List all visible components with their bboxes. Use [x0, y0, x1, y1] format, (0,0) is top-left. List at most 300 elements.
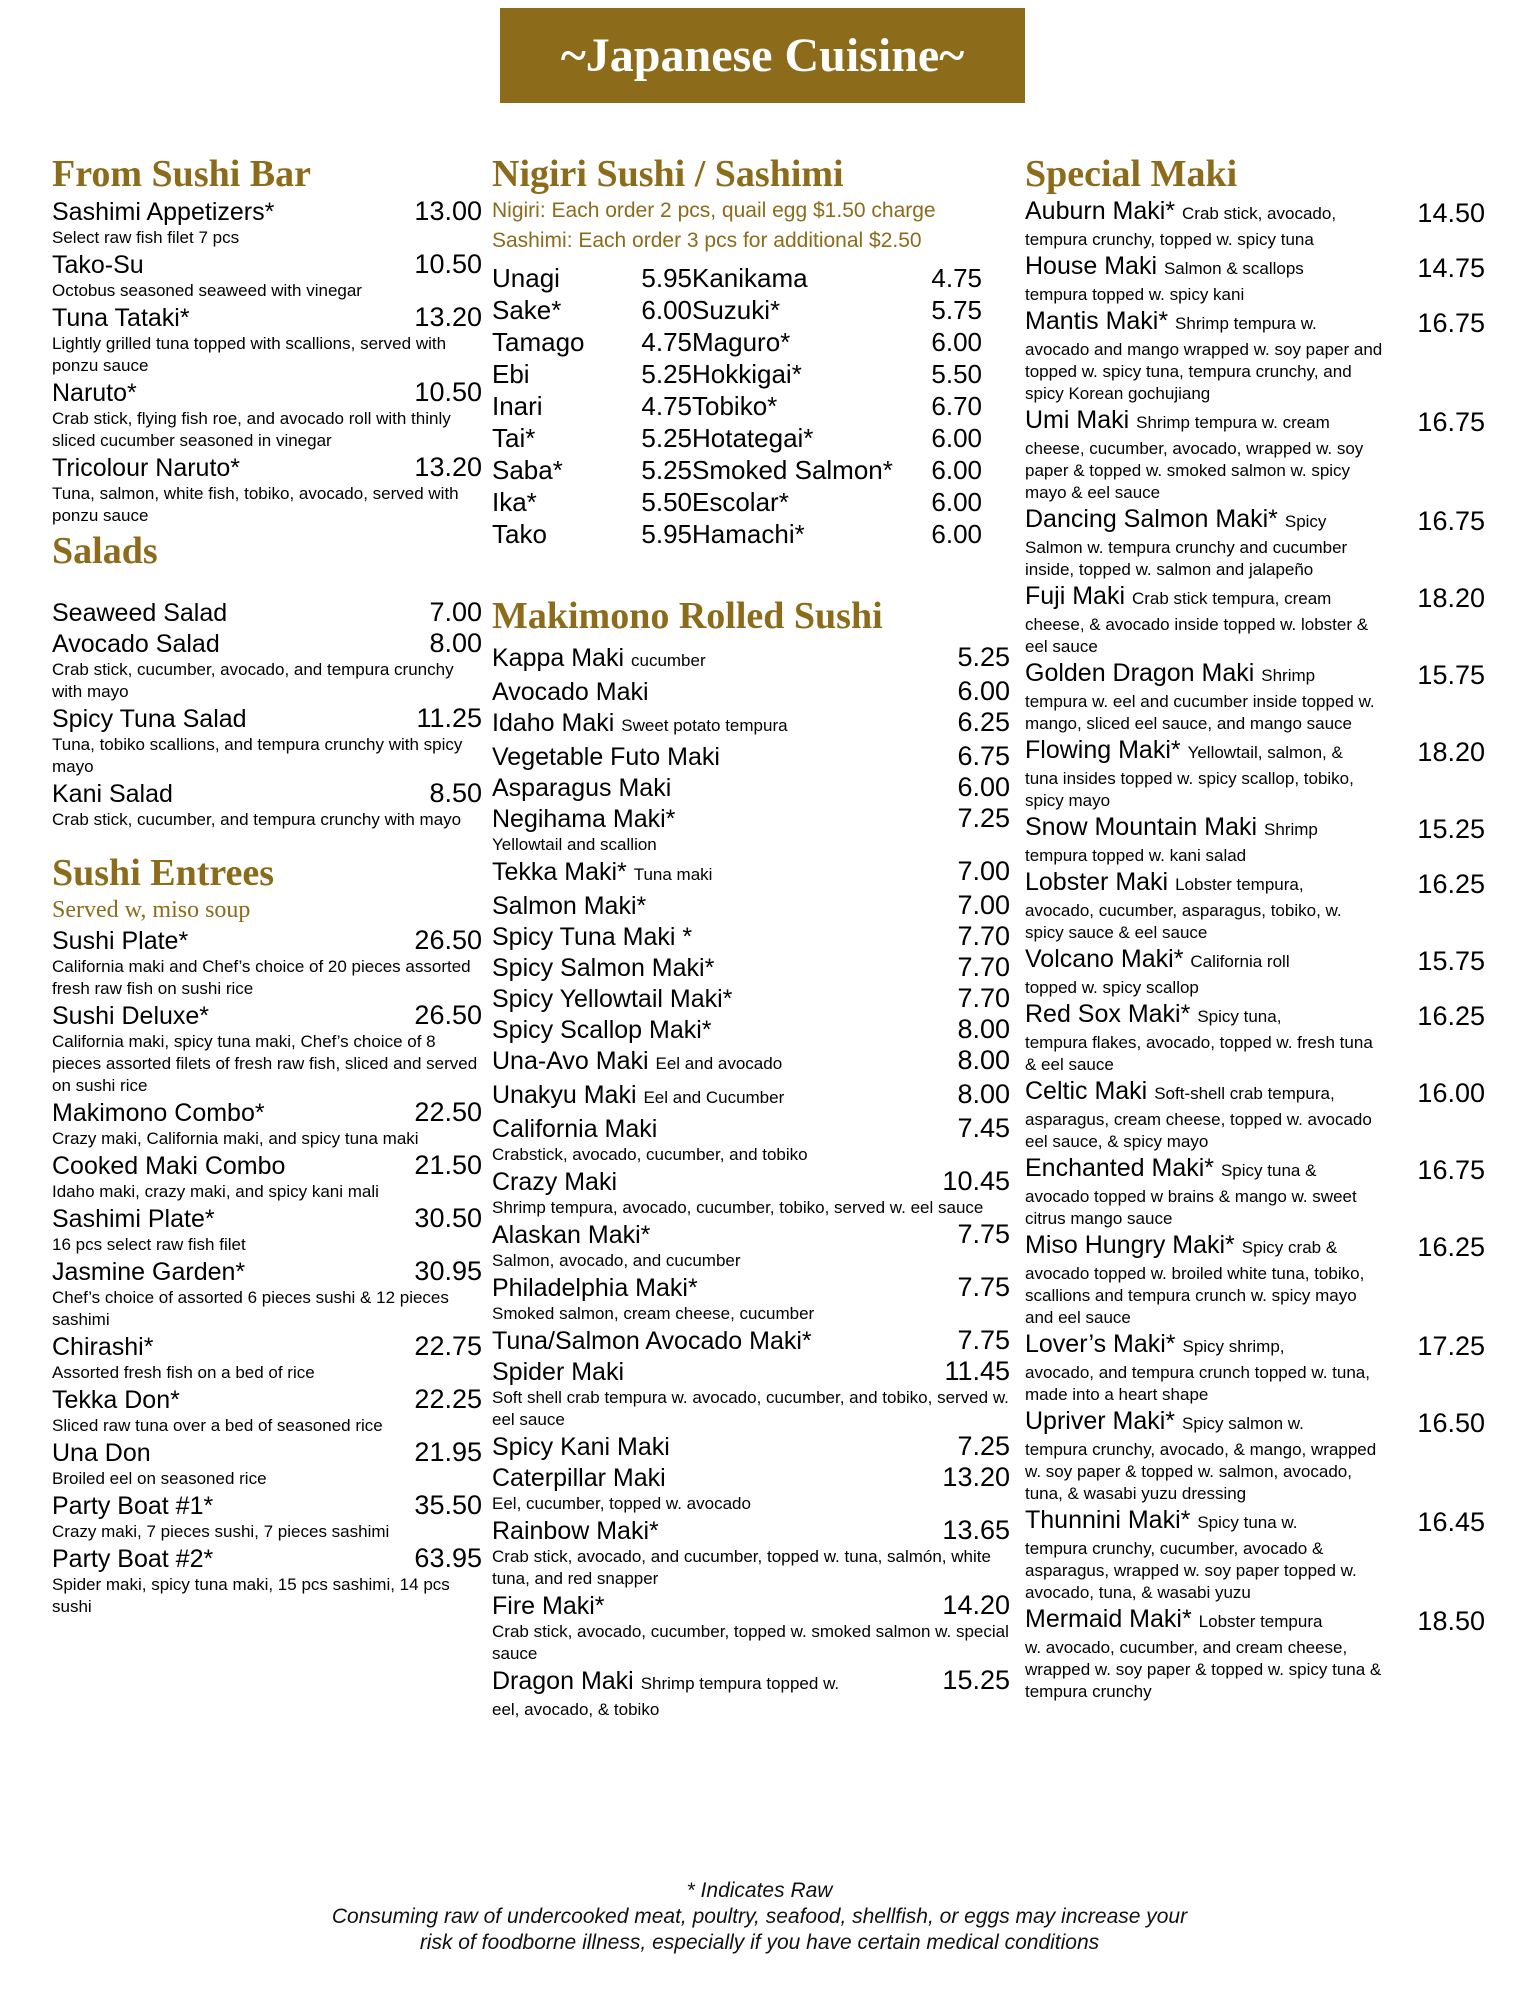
menu-item-price: 21.95: [414, 1437, 482, 1467]
menu-item-price: 11.45: [944, 1356, 1010, 1386]
menu-item-row: [52, 249, 482, 280]
menu-item-price: 5.25: [957, 642, 1010, 672]
menu-item-name: Party Boat #2*: [52, 1545, 214, 1573]
menu-item-description: Tuna, salmon, white fish, tobiko, avocado, served with ponzu sauce: [52, 484, 459, 525]
menu-item-description: Shrimp tempura, avocado, cucumber, tobiko, served w. eel sauce: [492, 1198, 984, 1217]
menu-item: [492, 1045, 1010, 1079]
menu-item-price: 16.25: [1417, 1232, 1485, 1262]
menu-item-name: Tekka Don*: [52, 1386, 180, 1414]
menu-item-price: 10.50: [414, 249, 482, 279]
menu-item-row: [492, 1014, 1010, 1045]
nigiri-price: 5.50: [641, 487, 692, 517]
menu-item-inline-description: Spicy tuna,: [1197, 1007, 1282, 1026]
menu-item-name: Sashimi Appetizers*: [52, 198, 275, 226]
menu-item: [52, 1256, 482, 1331]
section-title-makimono: Makimono Rolled Sushi: [492, 595, 883, 637]
menu-item-price: 7.00: [429, 597, 482, 627]
menu-item-row: [492, 983, 1010, 1014]
nigiri-item: [492, 262, 692, 294]
menu-item-title: [492, 857, 712, 890]
menu-item: [492, 1325, 1010, 1356]
menu-item: [1025, 1153, 1495, 1230]
menu-item: [1025, 658, 1495, 735]
menu-item-name: Tekka Maki*: [492, 858, 627, 886]
menu-item-row: [492, 1219, 1010, 1250]
menu-item-price: 6.00: [957, 676, 1010, 706]
menu-item-description: 16 pcs select raw fish filet: [52, 1235, 246, 1254]
nigiri-list-left: [492, 262, 692, 550]
menu-item-name: Asparagus Maki: [492, 774, 672, 802]
menu-item-title: [1025, 944, 1385, 977]
menu-item: [492, 803, 1010, 856]
nigiri-item: [492, 358, 692, 390]
menu-item-inline-description: Shrimp: [1261, 666, 1316, 685]
menu-item-price: 13.00: [414, 196, 482, 226]
menu-item-price: 26.50: [414, 1000, 482, 1030]
menu-item-name: Mermaid Maki*: [1025, 1605, 1192, 1633]
menu-item-inline-description: Crab stick, avocado,: [1182, 204, 1337, 223]
menu-item-description: Eel, cucumber, topped w. avocado: [492, 1494, 751, 1513]
menu-item: [492, 741, 1010, 772]
menu-item-title: [1025, 1230, 1385, 1263]
menu-item-title: [492, 708, 788, 741]
menu-item-body: [1025, 735, 1385, 812]
menu-item-title: [492, 643, 706, 676]
menu-item: [52, 1000, 482, 1097]
nigiri-item: [492, 390, 692, 422]
nigiri-item: [492, 486, 692, 518]
menu-item-price: 22.75: [414, 1331, 482, 1361]
menu-item-inline-description: Sweet potato tempura: [621, 716, 788, 735]
nigiri-price: 4.75: [641, 391, 692, 421]
nigiri-price: 5.50: [931, 359, 982, 389]
menu-item-title: [1025, 1076, 1385, 1109]
menu-item-row: [52, 925, 482, 956]
menu-item-price: 6.25: [957, 707, 1010, 737]
menu-item-inline-description: Shrimp tempura w. cream: [1136, 413, 1330, 432]
menu-item-price: 18.20: [1417, 583, 1485, 613]
menu-item-title: [492, 922, 692, 952]
menu-item-description: Yellowtail and scallion: [492, 835, 657, 854]
menu-item-row: [492, 1166, 1010, 1197]
column-right: [1025, 152, 1495, 1703]
menu-item-inline-description: Spicy crab &: [1241, 1238, 1338, 1257]
menu-item-name: Golden Dragon Maki: [1025, 659, 1255, 687]
nigiri-item: [692, 294, 982, 326]
nigiri-price: 6.00: [931, 487, 982, 517]
menu-item-price: 30.50: [414, 1203, 482, 1233]
menu-item: [492, 1431, 1010, 1462]
menu-item-row: [492, 1462, 1010, 1493]
nigiri-list-right: [692, 262, 982, 550]
menu-item: [1025, 1329, 1495, 1406]
menu-item-price: 16.25: [1417, 1001, 1485, 1031]
menu-item-row: [52, 628, 482, 659]
menu-item-price: 7.75: [957, 1219, 1010, 1249]
menu-item-description: California maki, spicy tuna maki, Chef’s choice of 8 pieces assorted filets of fresh raw fish, sliced and served on sushi rice: [52, 1032, 478, 1095]
menu-item-description: Tuna, tobiko scallions, and tempura crunchy with spicy mayo: [52, 735, 463, 776]
nigiri-name: Tobiko*: [692, 391, 778, 421]
menu-item-description: Crab stick, flying fish roe, and avocado roll with thinly sliced cucumber seasoned in vinegar: [52, 409, 451, 450]
menu-item-description: cheese, cucumber, avocado, wrapped w. soy paper & topped w. smoked salmon w. spicy mayo & eel sauce: [1025, 439, 1364, 502]
menu-item-name: Spicy Tuna Maki *: [492, 923, 693, 951]
menu-item-name: Spider Maki: [492, 1358, 624, 1386]
section-title-nigiri: Nigiri Sushi / Sashimi: [492, 153, 844, 195]
menu-item-price: 16.75: [1417, 1155, 1485, 1185]
menu-item-title: [1025, 735, 1385, 768]
nigiri-price: 5.75: [931, 295, 982, 325]
menu-item-row: [52, 1000, 482, 1031]
menu-item: [1025, 867, 1495, 944]
menu-item-price: 16.00: [1417, 1078, 1485, 1108]
menu-item-title: [492, 1080, 784, 1113]
menu-item-title: [1025, 658, 1385, 691]
menu-item-title: [1025, 1153, 1385, 1186]
nigiri-name: Tako: [492, 519, 547, 549]
menu-item-description: avocado topped w. broiled white tuna, tobiko, scallions and tempura crunch w. spicy mayo and eel sauce: [1025, 1264, 1365, 1327]
menu-item-title: [1025, 1406, 1385, 1439]
nigiri-item: [692, 518, 982, 550]
menu-item-row: [492, 1665, 1010, 1699]
nigiri-item: [492, 518, 692, 550]
nigiri-name: Ika*: [492, 487, 537, 517]
menu-item-description: w. avocado, cucumber, and cream cheese, wrapped w. soy paper & topped w. spicy tuna & tempura crunchy: [1025, 1638, 1382, 1701]
menu-item-name: Flowing Maki*: [1025, 736, 1181, 764]
menu-item-name: Fuji Maki: [1025, 582, 1126, 610]
nigiri-name: Hokkigai*: [692, 359, 802, 389]
menu-item-title: [492, 804, 675, 834]
menu-item-body: [1025, 812, 1385, 867]
menu-item-name: Idaho Maki: [492, 709, 615, 737]
menu-item-title: [492, 1357, 624, 1387]
menu-item-price: 15.25: [1417, 814, 1485, 844]
nigiri-price: 6.00: [641, 295, 692, 325]
menu-item: [492, 1665, 1010, 1721]
menu-item-name: Spicy Tuna Salad: [52, 705, 247, 733]
menu-item-inline-description: Yellowtail, salmon, &: [1187, 743, 1343, 762]
menu-item-price: 7.75: [957, 1272, 1010, 1302]
menu-item-price: 16.45: [1417, 1507, 1485, 1537]
menu-item: [492, 1166, 1010, 1219]
menu-item-row: [52, 302, 482, 333]
menu-item-description: Assorted fresh fish on a bed of rice: [52, 1363, 315, 1382]
menu-item: [52, 1150, 482, 1203]
menu-item: [1025, 581, 1495, 658]
menu-item-name: Tricolour Naruto*: [52, 454, 241, 482]
nigiri-item: [692, 262, 982, 294]
menu-item: [492, 952, 1010, 983]
menu-item-price: 14.75: [1417, 253, 1485, 283]
nigiri-name: Suzuki*: [692, 295, 781, 325]
menu-item-price: 16.75: [1417, 506, 1485, 536]
menu-item-name: Chirashi*: [52, 1333, 154, 1361]
menu-item-inline-description: Shrimp: [1264, 820, 1318, 839]
menu-item-name: California Maki: [492, 1115, 658, 1143]
menu-item: [1025, 306, 1495, 405]
section-title-special: Special Maki: [1025, 153, 1238, 195]
menu-item-row: [52, 1384, 482, 1415]
nigiri-price: 6.00: [931, 327, 982, 357]
menu-item-title: [492, 1167, 617, 1197]
section-title-salads: Salads: [52, 530, 158, 572]
menu-item-description: Spider maki, spicy tuna maki, 15 pcs sashimi, 14 pcs sushi: [52, 1575, 450, 1616]
menu-item-price: 8.00: [957, 1045, 1010, 1075]
menu-item-price: 22.25: [414, 1384, 482, 1414]
menu-item: [1025, 1230, 1495, 1329]
menu-item-body: [1025, 944, 1385, 999]
menu-item-row: [52, 1331, 482, 1362]
menu-item-description: Select raw fish filet 7 pcs: [52, 228, 240, 247]
menu-item-row: [492, 1356, 1010, 1387]
menu-item-title: [1025, 999, 1385, 1032]
nigiri-item: [692, 390, 982, 422]
nigiri-item: [692, 326, 982, 358]
menu-item-name: Kani Salad: [52, 780, 173, 808]
entrees-list: [52, 925, 482, 1618]
menu-item-body: [1025, 196, 1385, 251]
sashimi-note: Sashimi: Each order 3 pcs for additional $2.50: [492, 229, 922, 252]
menu-item-name: Salmon Maki*: [492, 892, 647, 920]
menu-item-price: 13.20: [414, 302, 482, 332]
nigiri-name: Maguro*: [692, 327, 791, 357]
nigiri-item: [492, 422, 692, 454]
menu-item-name: Umi Maki: [1025, 406, 1130, 434]
menu-item: [492, 856, 1010, 890]
menu-item-description: tempura crunchy, topped w. spicy tuna: [1025, 230, 1314, 249]
menu-item: [52, 1384, 482, 1437]
menu-item-name: Thunnini Maki*: [1025, 1506, 1191, 1534]
menu-item-row: [492, 1272, 1010, 1303]
menu-item-price: 7.70: [957, 921, 1010, 951]
menu-item-price: 13.65: [942, 1515, 1010, 1545]
menu-item-title: [492, 1046, 782, 1079]
menu-item: [52, 597, 482, 628]
menu-item-description: Lightly grilled tuna topped with scallions, served with ponzu sauce: [52, 334, 447, 375]
menu-item-name: Rainbow Maki*: [492, 1517, 659, 1545]
menu-item-title: [492, 984, 732, 1014]
menu-item-description: Broiled eel on seasoned rice: [52, 1469, 267, 1488]
menu-item: [1025, 999, 1495, 1076]
nigiri-price: 5.95: [641, 519, 692, 549]
menu-item: [1025, 1076, 1495, 1153]
menu-item-description: Salmon w. tempura crunchy and cucumber inside, topped w. salmon and jalapeño: [1025, 538, 1348, 579]
menu-item-description: Crab stick, avocado, and cucumber, topped w. tuna, salmón, white tuna, and red snapper: [492, 1547, 991, 1588]
menu-item-name: Spicy Yellowtail Maki*: [492, 985, 733, 1013]
menu-item-title: [492, 1326, 812, 1356]
menu-item-name: Sashimi Plate*: [52, 1205, 215, 1233]
menu-item-row: [52, 597, 482, 628]
menu-item-inline-description: Spicy tuna w.: [1197, 1513, 1298, 1532]
menu-item-description: Salmon, avocado, and cucumber: [492, 1251, 741, 1270]
menu-item-name: Party Boat #1*: [52, 1492, 214, 1520]
menu-item-body: [1025, 581, 1385, 658]
menu-item-row: [492, 1431, 1010, 1462]
menu-item-name: Unakyu Maki: [492, 1081, 637, 1109]
menu-item-row: [492, 803, 1010, 834]
nigiri-price: 6.70: [931, 391, 982, 421]
nigiri-price: 4.75: [641, 327, 692, 357]
menu-item-price: 14.20: [942, 1590, 1010, 1620]
menu-item-title: [492, 1432, 670, 1462]
menu-item-price: 8.50: [429, 778, 482, 808]
menu-item-description: tempura w. eel and cucumber inside topped w. mango, sliced eel sauce, and mango sauce: [1025, 692, 1375, 733]
menu-item-title: [1025, 306, 1385, 339]
menu-item-name: Tuna Tataki*: [52, 304, 190, 332]
menu-item: [1025, 1406, 1495, 1505]
nigiri-note: Nigiri: Each order 2 pcs, quail egg $1.50 charge: [492, 199, 936, 222]
menu-item-title: [492, 677, 649, 707]
menu-item-inline-description: Eel and Cucumber: [643, 1088, 785, 1107]
menu-item-name: Negihama Maki*: [492, 805, 676, 833]
nigiri-item: [492, 454, 692, 486]
menu-item: [1025, 735, 1495, 812]
nigiri-name: Tai*: [492, 423, 536, 453]
nigiri-name: Tamago: [492, 327, 585, 357]
menu-item-price: 15.75: [1417, 946, 1485, 976]
nigiri-price: 6.00: [931, 519, 982, 549]
menu-item-title: [492, 1666, 839, 1699]
menu-item-row: [52, 377, 482, 408]
menu-item-row: [492, 707, 1010, 741]
menu-item-price: 10.45: [942, 1166, 1010, 1196]
menu-item-name: Enchanted Maki*: [1025, 1154, 1215, 1182]
menu-item-body: [1025, 867, 1385, 944]
menu-item-price: 26.50: [414, 925, 482, 955]
menu-item-price: 16.50: [1417, 1408, 1485, 1438]
menu-item-row: [492, 1325, 1010, 1356]
menu-item-inline-description: Spicy shrimp,: [1182, 1337, 1285, 1356]
menu-item-body: [1025, 658, 1385, 735]
menu-item: [52, 452, 482, 527]
menu-item: [492, 1462, 1010, 1515]
nigiri-price: 6.00: [931, 455, 982, 485]
menu-item-price: 7.70: [957, 952, 1010, 982]
nigiri-name: Kanikama: [692, 263, 808, 293]
menu-item-price: 30.95: [414, 1256, 482, 1286]
menu-item-price: 8.00: [957, 1014, 1010, 1044]
section-title-sushi-bar: From Sushi Bar: [52, 153, 312, 195]
menu-item-row: [492, 772, 1010, 803]
menu-item-inline-description: Shrimp tempura topped w.: [640, 1674, 840, 1693]
menu-item-body: [1025, 1505, 1385, 1604]
nigiri-name: Inari: [492, 391, 543, 421]
nigiri-item: [692, 422, 982, 454]
menu-item: [492, 1515, 1010, 1590]
menu-item: [52, 1331, 482, 1384]
menu-item-price: 18.20: [1417, 737, 1485, 767]
menu-item-name: Red Sox Maki*: [1025, 1000, 1191, 1028]
menu-item-price: 13.20: [942, 1462, 1010, 1492]
menu-item-row: [52, 1203, 482, 1234]
menu-item-inline-description: Tuna maki: [633, 865, 713, 884]
menu-item-inline-description: Lobster tempura: [1198, 1612, 1323, 1631]
menu-item: [1025, 944, 1495, 999]
menu-item-description: Sliced raw tuna over a bed of seasoned rice: [52, 1416, 383, 1435]
menu-item-row: [52, 778, 482, 809]
menu-item: [1025, 812, 1495, 867]
menu-item-price: 6.75: [957, 741, 1010, 771]
footer-warning-line2: risk of foodborne illness, especially if you have certain medical conditions: [419, 1931, 1100, 1954]
menu-item-inline-description: Soft-shell crab tempura,: [1154, 1084, 1335, 1103]
menu-item-price: 21.50: [414, 1150, 482, 1180]
menu-item-row: [52, 452, 482, 483]
nigiri-price: 6.00: [931, 423, 982, 453]
menu-item-price: 63.95: [414, 1543, 482, 1573]
menu-item-title: [1025, 405, 1385, 438]
menu-item-price: 7.75: [957, 1325, 1010, 1355]
menu-item: [1025, 1505, 1495, 1604]
menu-item-body: [1025, 405, 1385, 504]
menu-item-title: [1025, 196, 1385, 229]
nigiri-name: Unagi: [492, 263, 560, 293]
menu-item-row: [52, 1490, 482, 1521]
menu-item: [52, 302, 482, 377]
menu-item-name: Una-Avo Maki: [492, 1047, 649, 1075]
menu-item-title: [492, 953, 714, 983]
nigiri-grid: [492, 262, 1010, 550]
menu-item-description: tempura flakes, avocado, topped w. fresh tuna & eel sauce: [1025, 1033, 1373, 1074]
menu-item-description: avocado, and tempura crunch topped w. tuna, made into a heart shape: [1025, 1363, 1370, 1404]
menu-item-inline-description: Lobster tempura,: [1175, 875, 1304, 894]
menu-item-title: [492, 1015, 712, 1045]
menu-item-row: [492, 1079, 1010, 1113]
menu-item: [492, 1272, 1010, 1325]
menu-item-name: Avocado Salad: [52, 630, 220, 658]
nigiri-price: 4.75: [931, 263, 982, 293]
menu-item-title: [1025, 581, 1385, 614]
menu-item-price: 7.00: [957, 856, 1010, 886]
menu-item-price: 8.00: [957, 1079, 1010, 1109]
menu-item-description: avocado topped w brains & mango w. sweet citrus mango sauce: [1025, 1187, 1357, 1228]
menu-item: [492, 890, 1010, 921]
nigiri-price: 5.25: [641, 423, 692, 453]
menu-item: [52, 925, 482, 1000]
menu-item-name: Una Don: [52, 1439, 151, 1467]
menu-item-row: [492, 1590, 1010, 1621]
menu-item-description: Crab stick, cucumber, avocado, and tempura crunchy with mayo: [52, 660, 454, 701]
menu-item-title: [1025, 1505, 1385, 1538]
menu-item-description: Crab stick, cucumber, and tempura crunchy with mayo: [52, 810, 462, 829]
menu-item-name: Cooked Maki Combo: [52, 1152, 286, 1180]
menu-item: [1025, 251, 1495, 306]
menu-item-row: [52, 1097, 482, 1128]
menu-item-price: 35.50: [414, 1490, 482, 1520]
menu-item-body: [1025, 999, 1385, 1076]
column-left: [52, 152, 482, 1618]
menu-item: [52, 628, 482, 703]
menu-item-price: 7.70: [957, 983, 1010, 1013]
menu-item-description: eel, avocado, & tobiko: [492, 1700, 660, 1719]
menu-item: [52, 1543, 482, 1618]
menu-item: [52, 703, 482, 778]
menu-item-row: [52, 1543, 482, 1574]
menu-item-name: House Maki: [1025, 252, 1157, 280]
nigiri-price: 5.25: [641, 359, 692, 389]
menu-item: [492, 921, 1010, 952]
menu-item-description: Crazy maki, 7 pieces sushi, 7 pieces sashimi: [52, 1522, 390, 1541]
nigiri-name: Escolar*: [692, 487, 789, 517]
menu-item-price: 6.00: [957, 772, 1010, 802]
menu-item-description: Chef’s choice of assorted 6 pieces sushi & 12 pieces sashimi: [52, 1288, 449, 1329]
nigiri-name: Hamachi*: [692, 519, 805, 549]
menu-item-name: Spicy Scallop Maki*: [492, 1016, 712, 1044]
menu-item: [1025, 1604, 1495, 1703]
menu-item-price: 7.25: [957, 803, 1010, 833]
menu-item-row: [492, 741, 1010, 772]
menu-item-body: [1025, 1604, 1385, 1703]
menu-item: [52, 1097, 482, 1150]
menu-item-price: 18.50: [1417, 1606, 1485, 1636]
